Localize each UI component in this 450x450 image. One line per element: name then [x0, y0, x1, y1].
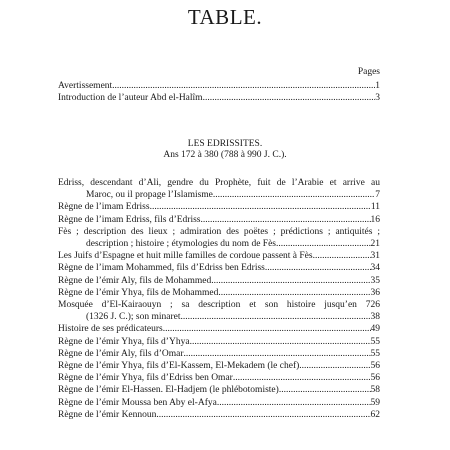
- pages-column-label: Pages: [357, 67, 380, 77]
- toc-entry: [58, 92, 380, 104]
- dot-leader: [265, 262, 371, 274]
- toc-entry-text: Règne de l’imam Edriss: [58, 202, 150, 213]
- dot-leader: [112, 80, 375, 92]
- section-heading: LES EDRISSITES.: [187, 139, 263, 149]
- toc-entry-text: Règne de l’émir Yhya, fils d’Edriss ben Omar: [58, 373, 233, 384]
- toc-entry-text: Règne de l’émir El-Hassen. El-Hadjem (le phlébotomiste): [58, 385, 279, 396]
- toc-page-number: 59: [370, 397, 380, 408]
- toc-entry: [58, 250, 380, 262]
- toc-page-number: 62: [370, 409, 380, 420]
- section-toc-list: [58, 177, 380, 421]
- toc-entry-continuation: (1326 J. C.); son minaret: [86, 312, 181, 323]
- toc-entry-text: Règne de l’imam Edriss, fils d’Edriss: [58, 214, 201, 225]
- toc-entry: [58, 226, 380, 250]
- toc-entry: [58, 409, 380, 421]
- dot-leader: [279, 384, 371, 396]
- dot-leader: [190, 336, 371, 348]
- toc-entry-text: Règne de l’émir Aly, fils de Mohammed: [58, 275, 212, 286]
- toc-entry: [58, 397, 380, 409]
- section-subheading: Ans 172 à 380 (788 à 990 J. C.).: [163, 150, 287, 160]
- dot-leader: [180, 311, 370, 323]
- toc-page-number: 11: [370, 202, 380, 213]
- toc-entry-text: Règne de l’émir Kennoun: [58, 409, 157, 420]
- toc-page-number: 55: [370, 336, 380, 347]
- toc-page-number: 7: [375, 190, 380, 201]
- page-title: TABLE.: [187, 5, 263, 29]
- dot-leader: [218, 287, 370, 299]
- toc-entry-text: Règne de l’émir Yhya, fils de Mohammed: [58, 287, 219, 298]
- toc-entry-text: Introduction de l’auteur Abd el-Halîm: [58, 93, 203, 104]
- toc-page-number: 49: [370, 324, 380, 335]
- dot-leader: [276, 238, 371, 250]
- toc-page-number: 16: [370, 214, 380, 225]
- intro-toc-list: [58, 80, 380, 104]
- toc-page-number: 35: [370, 275, 380, 286]
- toc-page-number: 31: [370, 251, 380, 262]
- toc-page-number: 3: [375, 93, 380, 104]
- toc-entry: [58, 275, 380, 287]
- toc-entry-continuation: description ; histoire ; étymologies du nom de Fès: [86, 239, 276, 250]
- dot-leader: [203, 92, 376, 104]
- toc-entry-text: Règne de l’émir Aly, fils d’Omar: [58, 348, 184, 359]
- toc-page-number: 58: [370, 385, 380, 396]
- toc-entry: [58, 201, 380, 213]
- toc-entry: [58, 80, 380, 92]
- dot-leader: [211, 275, 370, 287]
- toc-entry: [58, 372, 380, 384]
- dot-leader: [150, 201, 371, 213]
- toc-entry-text: Fès ; description des lieux ; admiration des poëtes ; prédictions ; antiquités ;: [58, 226, 380, 237]
- toc-page-number: 55: [370, 348, 380, 359]
- dot-leader: [184, 348, 371, 360]
- toc-entry-continuation: Maroc, ou il propage l’Islamisme: [86, 190, 213, 201]
- toc-entry-text: Edriss, descendant d’Ali, gendre du Prophète, fuit de l’Arabie et arrive au: [58, 178, 380, 188]
- toc-entry-text: Règne de l’émir Moussa ben Aby el-Afya: [58, 397, 217, 408]
- toc-entry-text: Histoire de ses prédicateurs: [58, 324, 163, 335]
- toc-entry: [58, 336, 380, 348]
- dot-leader: [163, 323, 371, 335]
- dot-leader: [213, 189, 375, 201]
- toc-entry: [58, 323, 380, 335]
- dot-leader: [233, 372, 371, 384]
- toc-entry-text: Règne de l’émir Yhya, fils d’Yhya: [58, 336, 190, 347]
- toc-entry-text: Les Juifs d’Espagne et huit mille familles de cordoue passent à Fès: [58, 251, 313, 262]
- toc-page-number: 36: [370, 287, 380, 298]
- dot-leader: [200, 214, 370, 226]
- toc-entry: [58, 299, 380, 323]
- dot-leader: [156, 409, 370, 421]
- toc-entry-text: Règne de l’émir Yhya, fils d’El-Kassem, El-Mekadem (le chef): [58, 361, 300, 372]
- toc-entry: [58, 348, 380, 360]
- dot-leader: [217, 397, 371, 409]
- toc-entry: [58, 384, 380, 396]
- toc-entry-text: Règne de l’imam Mohammed, fils d’Edriss ben Edriss: [58, 263, 265, 274]
- toc-entry: [58, 177, 380, 201]
- toc-entry: [58, 360, 380, 372]
- toc-page-number: 21: [370, 239, 380, 250]
- toc-entry: [58, 214, 380, 226]
- toc-page-number: 34: [370, 263, 380, 274]
- dot-leader: [299, 360, 370, 372]
- toc-entry-text: Mosquée d’El-Kairaouyn ; sa description et son histoire jusqu’en 726: [58, 300, 380, 311]
- toc-page-number: 38: [370, 312, 380, 323]
- toc-entry-text: Avertissement: [58, 81, 113, 91]
- toc-entry: [58, 287, 380, 299]
- dot-leader: [313, 250, 371, 262]
- toc-page-number: 1: [375, 81, 380, 91]
- toc-page-number: 56: [370, 373, 380, 384]
- toc-page-number: 56: [370, 361, 380, 372]
- toc-entry: [58, 262, 380, 274]
